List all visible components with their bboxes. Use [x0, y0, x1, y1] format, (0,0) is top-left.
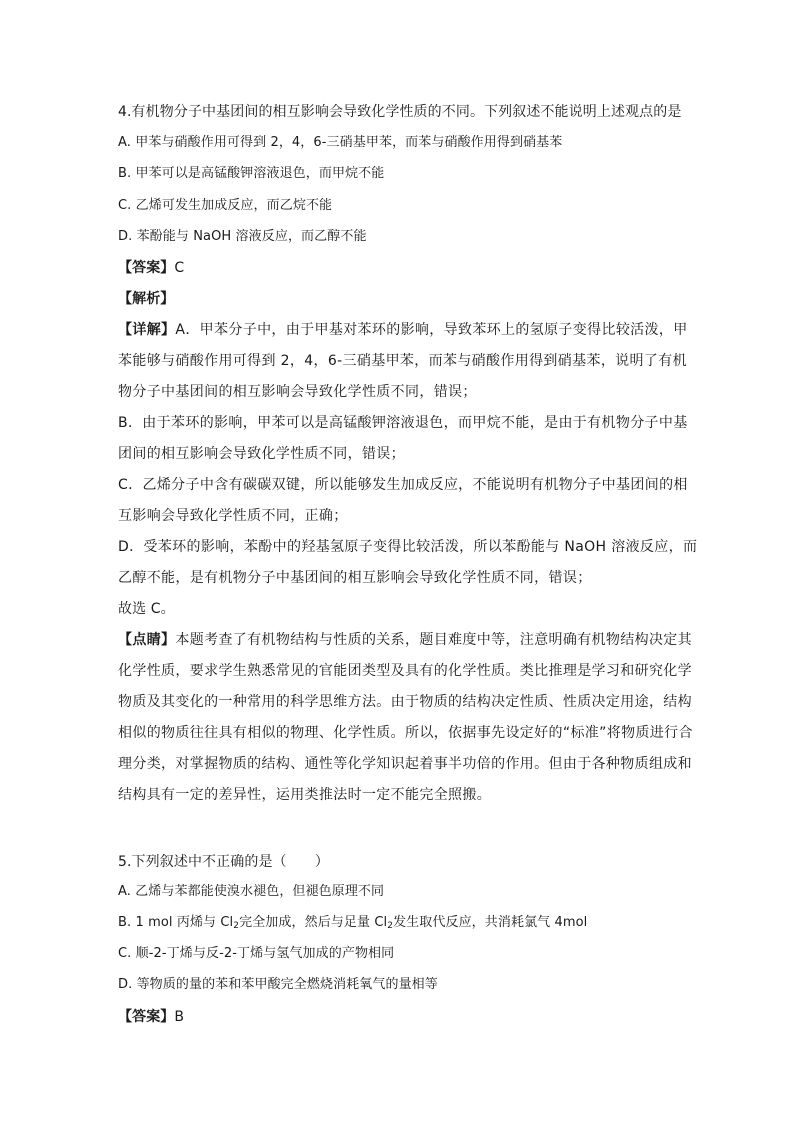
question-4-comment-line: 结构具有一定的差异性，运用类推法时一定不能完全照搬。	[118, 787, 492, 803]
detail-tag: 【详解】	[118, 322, 176, 338]
question-4-option-b: B. 甲苯可以是高锰酸钾溶液退色，而甲烷不能	[118, 166, 385, 181]
answer-value: B	[174, 1009, 185, 1025]
question-4-answer	[118, 259, 678, 277]
question-5-option-b: B. 1 mol 丙烯与 $Cl_2$完全加成，然后与足量 $Cl_2$发生取代反应，共消耗氯气 4mol	[118, 915, 588, 931]
question-4-stem: 4.有机物分子中基团间的相互影响会导致化学性质的不同。下列叙述不能说明上述观点的是	[118, 104, 682, 120]
question-4-option-a: A. 甲苯与硝酸作用可得到 2，4，6-三硝基甲苯，而苯与硝酸作用得到硝基苯	[118, 135, 563, 150]
answer-tag: 【答案】	[118, 260, 175, 276]
answer-tag: 【答案】	[118, 1009, 175, 1025]
question-4-detail-line: B．由于苯环的影响，甲苯可以是高锰酸钾溶液退色，而甲烷不能，是由于有机物分子中基	[118, 415, 688, 431]
question-5-answer	[118, 1008, 678, 1026]
question-5-option-d: D. 等物质的量的苯和苯甲酸完全燃烧消耗氧气的量相等	[118, 977, 438, 992]
answer-value: C	[174, 260, 185, 276]
question-4-detail-line: 【详解】A．甲苯分子中，由于甲基对苯环的影响，导致苯环上的氢原子变得比较活泼，甲	[118, 322, 688, 338]
question-5-stem: 5.下列叙述中不正确的是（ ）	[118, 854, 329, 870]
question-4-option-d: D. 苯酚能与 NaOH 溶液反应，而乙醇不能	[118, 229, 367, 244]
question-4-detail-line: 互影响会导致化学性质不同，正确；	[118, 508, 348, 524]
question-4-analysis-tag: 【解析】	[118, 291, 175, 307]
question-5-option-a: A. 乙烯与苯都能使溴水褪色，但褪色原理不同	[118, 884, 385, 899]
question-4-detail-line: 乙醇不能，是有机物分子中基团间的相互影响会导致化学性质不同，错误；	[118, 570, 592, 586]
question-4-comment-line: 化学性质，要求学生熟悉常见的官能团类型及具有的化学性质。类比推理是学习和研究化学	[118, 663, 692, 679]
question-4-comment-line: 物质及其变化的一种常用的科学思维方法。由于物质的结构决定性质、性质决定用途，结构	[118, 694, 692, 710]
question-4-comment-line: 理分类，对掌握物质的结构、通性等化学知识起着事半功倍的作用。但由于各种物质组成和	[118, 756, 692, 772]
question-4-detail-line: D．受苯环的影响，苯酚中的羟基氢原子变得比较活泼，所以苯酚能与 NaOH 溶液反应，而	[118, 539, 698, 555]
question-5-option-c: C. 顺-2-丁烯与反-2-丁烯与氢气加成的产物相同	[118, 946, 395, 961]
question-4-detail-line: C．乙烯分子中含有碳碳双键，所以能够发生加成反应，不能说明有机物分子中基团间的相	[118, 477, 688, 493]
question-4-detail-line: 团间的相互影响会导致化学性质不同，错误；	[118, 446, 405, 462]
question-4-option-c: C. 乙烯可发生加成反应，而乙烷不能	[118, 198, 333, 213]
question-4-detail-line: 物分子中基团间的相互影响会导致化学性质不同，错误；	[118, 384, 477, 400]
comment-tag: 【点睛】	[118, 632, 176, 648]
question-4-detail-line: 故选 C。	[118, 601, 175, 617]
question-4-comment-line: 相似的物质往往具有相似的物理、化学性质。所以，依据事先设定好的“标准”将物质进行合	[118, 725, 693, 741]
question-4-detail-line: 苯能够与硝酸作用可得到 2，4，6-三硝基甲苯，而苯与硝酸作用得到硝基苯，说明了有机	[118, 353, 687, 369]
question-4-comment-line: 【点睛】本题考查了有机物结构与性质的关系，题目难度中等，注意明确有机物结构决定其	[118, 632, 693, 648]
